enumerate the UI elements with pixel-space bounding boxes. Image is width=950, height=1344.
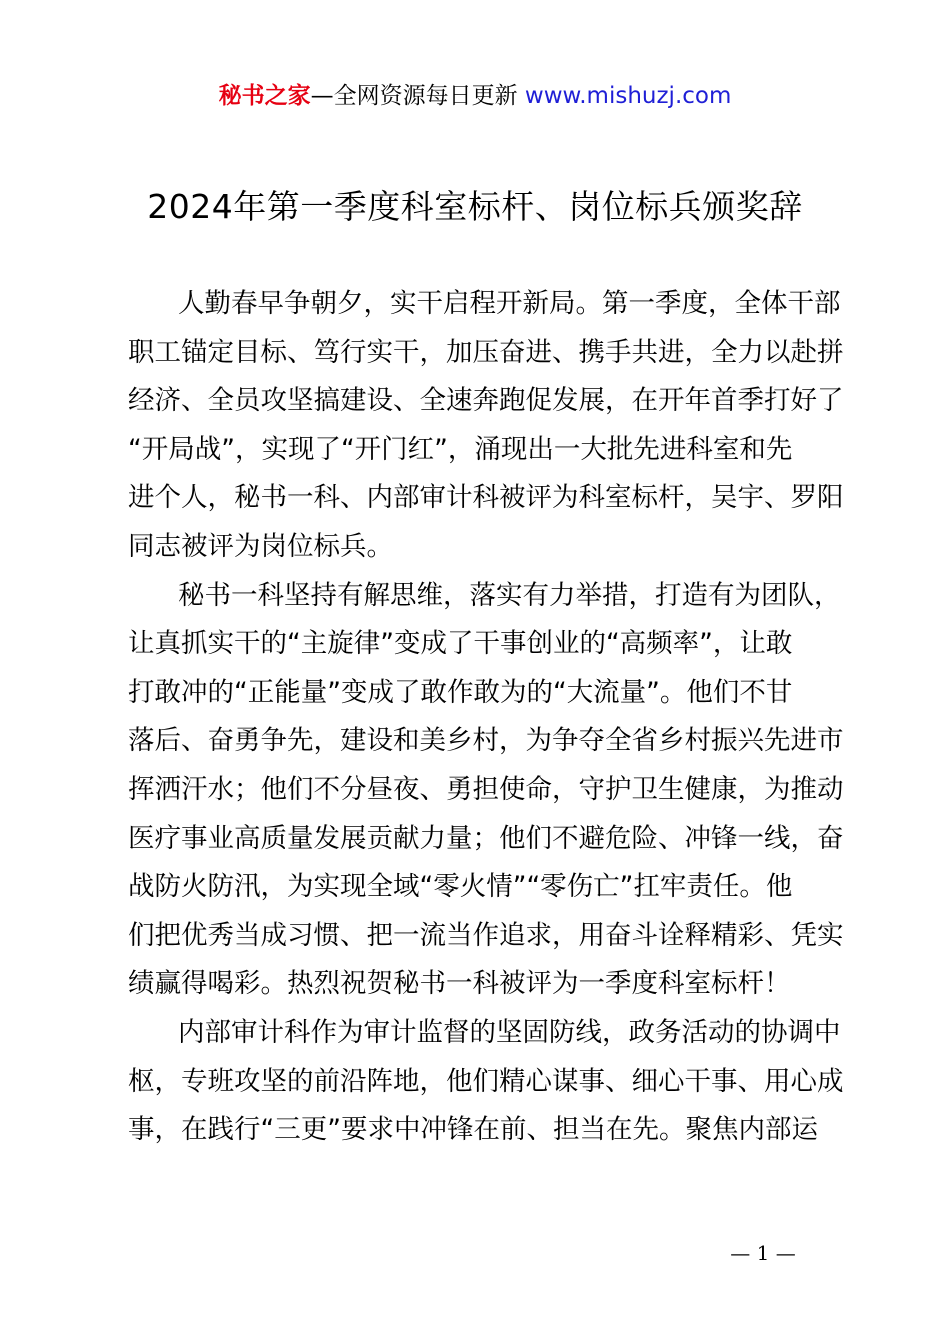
body-line: 内部审计科作为审计监督的坚固防线，政务活动的协调中 xyxy=(178,1016,841,1048)
body-line: 职工锚定目标、笃行实干，加压奋进、携手共进，全力以赴拼 xyxy=(128,336,844,368)
header-url-link[interactable]: www.mishuzj.com xyxy=(524,83,732,109)
body-line: 挥洒汗水；他们不分昼夜、勇担使命，守护卫生健康，为推动 xyxy=(128,773,844,805)
body-line: 事，在践行“三更”要求中冲锋在前、担当在先。聚焦内部运 xyxy=(128,1114,818,1146)
body-line: 枢，专班攻坚的前沿阵地，他们精心谋事、细心干事、用心成 xyxy=(128,1065,844,1097)
header-slogan: —全网资源每日更新 xyxy=(310,83,518,109)
body-line: 让真抓实干的“主旋律”变成了干事创业的“高频率”，让敢 xyxy=(128,628,793,660)
body-line: 医疗事业高质量发展贡献力量；他们不避危险、冲锋一线，奋 xyxy=(128,822,844,854)
body-line: “开局战”，实现了“开门红”，涌现出一大批先进科室和先 xyxy=(128,433,793,465)
body-line: 经济、全员攻坚搞建设、全速奔跑促发展，在开年首季打好了 xyxy=(128,385,844,417)
page-number: — 1 — xyxy=(730,1241,796,1265)
body-line: 打敢冲的“正能量”变成了敢作敢为的“大流量”。他们不甘 xyxy=(128,676,793,708)
body-line: 们把优秀当成习惯、把一流当作追求，用奋斗诠释精彩、凭实 xyxy=(128,919,844,951)
body-line: 绩赢得喝彩。热烈祝贺秘书一科被评为一季度科室标杆！ xyxy=(128,968,791,1000)
body-line: 同志被评为岗位标兵。 xyxy=(128,530,393,562)
brand-name: 秘书之家 xyxy=(218,83,311,109)
document-title: 2024年第一季度科室标杆、岗位标兵颁奖辞 xyxy=(147,187,803,226)
document-body xyxy=(128,280,844,1155)
body-line: 进个人，秘书一科、内部审计科被评为科室标杆，吴宇、罗阳 xyxy=(128,482,844,514)
body-line: 秘书一科坚持有解思维，落实有力举措，打造有为团队， xyxy=(178,579,841,611)
body-line: 人勤春早争朝夕，实干启程开新局。第一季度，全体干部 xyxy=(178,288,841,319)
site-header xyxy=(0,80,950,112)
body-line: 落后、奋勇争先，建设和美乡村，为争夺全省乡村振兴先进市 xyxy=(128,725,844,757)
body-line: 战防火防汛，为实现全域“零火情”“零伤亡”扛牢责任。他 xyxy=(128,871,793,903)
